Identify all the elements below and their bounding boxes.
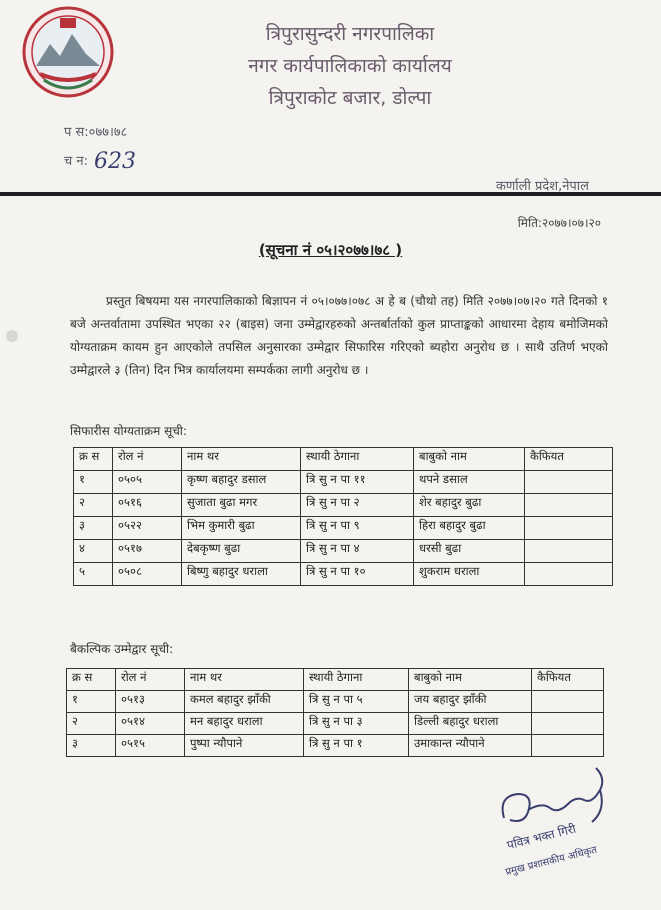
- notice-body: [70, 290, 608, 382]
- cell: त्रि सु न पा १: [304, 735, 409, 757]
- cell: डिल्ली बहादुर धराला: [409, 713, 532, 735]
- municipality-name: त्रिपुरासुन्दरी नगरपालिका: [265, 23, 435, 45]
- cell: उमाकान्त न्यौपाने: [409, 735, 532, 757]
- table-row: [67, 713, 604, 735]
- table-header-row: [74, 448, 613, 471]
- cell: मन बहादुर धराला: [185, 713, 304, 735]
- cell: त्रि सु न पा ४: [301, 540, 414, 563]
- cell: शुकराम धराला: [414, 563, 525, 586]
- cell: बिष्णु बहादुर धराला: [182, 563, 301, 586]
- cell: धरसी बुढा: [414, 540, 525, 563]
- table-header-row: [67, 669, 604, 691]
- cell: [525, 494, 613, 517]
- dispatch-number: [64, 146, 136, 174]
- cell: २: [74, 494, 113, 517]
- ref-number: प स:०७७।७८: [64, 125, 128, 140]
- table-row: [67, 691, 604, 713]
- col-remarks: कैफियत: [532, 669, 604, 691]
- cell: १: [67, 691, 116, 713]
- col-father: बाबुको नाम: [409, 669, 532, 691]
- col-roll: रोल नं: [113, 448, 182, 471]
- col-sn: क्र स: [67, 669, 116, 691]
- cell: [525, 563, 613, 586]
- cell: ३: [74, 517, 113, 540]
- notice-date: मिति:२०७७।०७।२०: [517, 216, 601, 230]
- cell: [525, 540, 613, 563]
- province: कर्णाली प्रदेश,नेपाल: [495, 179, 589, 194]
- cell: १: [74, 471, 113, 494]
- cell: त्रि सु न पा ३: [304, 713, 409, 735]
- cell: त्रि सु न पा ११: [301, 471, 414, 494]
- cell: कमल बहादुर झाँकी: [185, 691, 304, 713]
- recommended-table: [73, 447, 613, 586]
- col-father: बाबुको नाम: [414, 448, 525, 471]
- cell: ०५१५: [116, 735, 185, 757]
- cell: [532, 691, 604, 713]
- col-name: नाम थर: [182, 448, 301, 471]
- cell: कृष्ण बहादुर डसाल: [182, 471, 301, 494]
- recommended-heading: सिफारीस योग्यताक्रम सूची:: [70, 424, 187, 438]
- punch-hole: [6, 330, 18, 342]
- signatory-name: पवित्र भक्त गिरी: [505, 821, 578, 853]
- cell: देबकृष्ण बुढा: [182, 540, 301, 563]
- cell: थपने डसाल: [414, 471, 525, 494]
- nepal-emblem-icon: [20, 4, 116, 100]
- header-divider: [0, 192, 661, 196]
- col-roll: रोल नं: [116, 669, 185, 691]
- cell: भिम कुमारी बुढा: [182, 517, 301, 540]
- cell: त्रि सु न पा १०: [301, 563, 414, 586]
- dispatch-value: 623: [93, 149, 136, 174]
- alternate-heading: बैकल्पिक उम्मेद्वार सूची:: [70, 642, 174, 656]
- table-row: [74, 563, 613, 586]
- table-row: [74, 540, 613, 563]
- cell: त्रि सु न पा २: [301, 494, 414, 517]
- table-row: [74, 471, 613, 494]
- cell: ०५२२: [113, 517, 182, 540]
- cell: [532, 713, 604, 735]
- cell: ०५०८: [113, 563, 182, 586]
- cell: हिरा बहादुर बुढा: [414, 517, 525, 540]
- cell: ०५१७: [113, 540, 182, 563]
- cell: त्रि सु न पा ५: [304, 691, 409, 713]
- cell: [525, 471, 613, 494]
- col-sn: क्र स: [74, 448, 113, 471]
- signatory-title: प्रमुख प्रशासकीय अधिकृत: [504, 844, 599, 879]
- notice-body-text: प्रस्तुत बिषयमा यस नगरपालिकाको बिज्ञापन नं ०५।०७७।०७८ अ हे ब (चौथो तह) मिति २०७७।०७।२० गते दिनको १ बजे अन्तर्वातामा उपस्थित भएका २२ (बाइस) जना उम्मेद्वारहरुको अन्तर्बार्ताको कुल प्राप्ताङ्कको आधारमा देहाय बमोजिमको योग्यताक्रम कायम हुन आएकोले तपसिल अनुसारका उम्मेद्वार सिफारिस गरिएको ब्यहोरा अनुरोध छ । साथै उतिर्ण भएको उम्मेद्वारले ३ (तिन) दिन भित्र कार्यालयमा सम्पर्कका लागी अनुरोध छ ।: [70, 294, 608, 377]
- table-row: [74, 517, 613, 540]
- table-row: [67, 735, 604, 757]
- table-row: [74, 494, 613, 517]
- cell: [525, 517, 613, 540]
- cell: जय बहादुर झाँकी: [409, 691, 532, 713]
- col-address: स्थायी ठेगाना: [301, 448, 414, 471]
- cell: ०५१६: [113, 494, 182, 517]
- col-name: नाम थर: [185, 669, 304, 691]
- cell: सुजाता बुढा मगर: [182, 494, 301, 517]
- alternate-table: [66, 668, 604, 757]
- dispatch-label: च न:: [64, 154, 88, 169]
- cell: त्रि सु न पा ९: [301, 517, 414, 540]
- cell: ०५०५: [113, 471, 182, 494]
- cell: पुष्पा न्यौपाने: [185, 735, 304, 757]
- cell: [532, 735, 604, 757]
- cell: ०५१४: [116, 713, 185, 735]
- office-name: नगर कार्यपालिकाको कार्यालय: [248, 55, 452, 77]
- col-address: स्थायी ठेगाना: [304, 669, 409, 691]
- cell: ४: [74, 540, 113, 563]
- cell: २: [67, 713, 116, 735]
- cell: ०५१३: [116, 691, 185, 713]
- col-remarks: कैफियत: [525, 448, 613, 471]
- notice-title: (सूचना नं ०५।२०७७।७८ ): [258, 241, 403, 259]
- office-address: त्रिपुराकोट बजार, डोल्पा: [268, 87, 432, 109]
- cell: शेर बहादुर बुढा: [414, 494, 525, 517]
- cell: ५: [74, 563, 113, 586]
- cell: ३: [67, 735, 116, 757]
